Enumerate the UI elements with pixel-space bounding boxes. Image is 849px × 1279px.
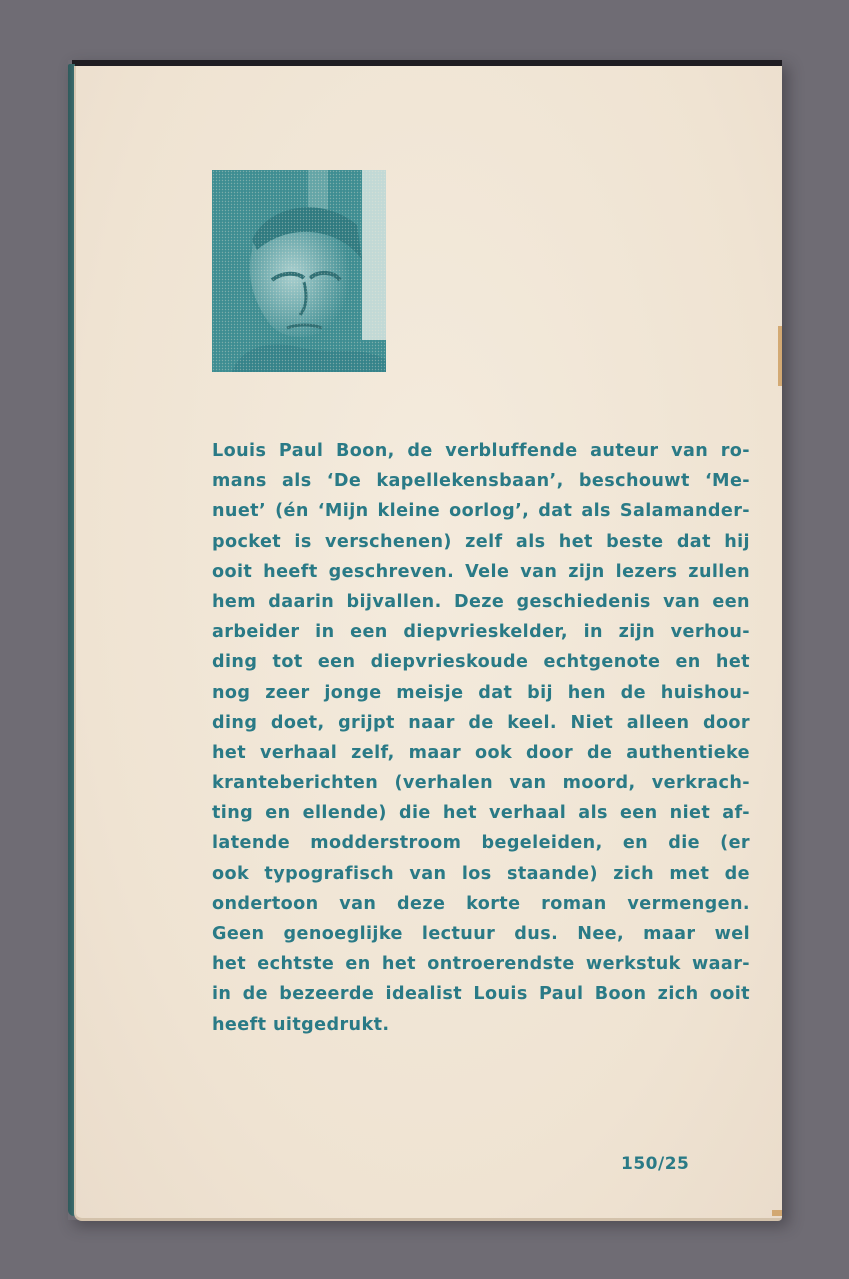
blurb-line: kranteberichten (verhalen van moord, verkrach- [212,773,750,794]
blurb-line: Louis Paul Boon, de verbluffende auteur van ro- [212,441,750,461]
blurb-text [212,436,750,1040]
book [68,60,782,1220]
blurb-line: in de bezeerde idealist Louis Paul Boon zich ooit [212,984,750,1005]
blurb-line: heeft uitgedrukt. [212,1014,390,1035]
blurb-line: latende modderstroom begeleiden, en die (er [212,833,750,854]
blurb-line: het verhaal zelf, maar ook door de authentieke [212,742,750,763]
author-photo [212,170,386,372]
back-cover [74,66,782,1221]
blurb-line: ooit heeft geschreven. Vele van zijn lezers zullen [212,561,750,582]
blurb-line: hem daarin bijvallen. Deze geschiedenis van een [212,591,750,612]
catalog-number: 150/25 [621,1154,690,1174]
blurb-line: ding tot een diepvrieskoude echtgenote en het [212,652,750,673]
cover-corner-stain [772,1210,782,1216]
blurb-line: ook typografisch van los staande) zich met de [212,863,750,884]
blurb-line: ondertoon van deze korte roman vermengen. [212,893,750,914]
blurb-line: ting en ellende) die het verhaal als een niet af- [212,803,750,824]
blurb-line: het echtste en het ontroerendste werkstuk waar- [212,954,750,975]
blurb-line: Geen genoeglijke lectuur dus. Nee, maar wel [212,924,750,944]
blurb-line: nuet’ (én ‘Mijn kleine oorlog’, dat als Salamander- [212,501,750,522]
blurb-line: nog zeer jonge meisje dat bij hen de huishou- [212,682,750,703]
cover-stain [778,326,782,386]
blurb-line: ding doet, grijpt naar de keel. Niet alleen door [212,712,750,733]
blurb-line: arbeider in een diepvrieskelder, in zijn verhou- [212,622,750,643]
blurb-line: mans als ‘De kapellekensbaan’, beschouwt ‘Me- [212,471,750,492]
author-portrait-image [212,170,386,372]
blurb-line: pocket is verschenen) zelf als het beste dat hij [212,531,750,552]
